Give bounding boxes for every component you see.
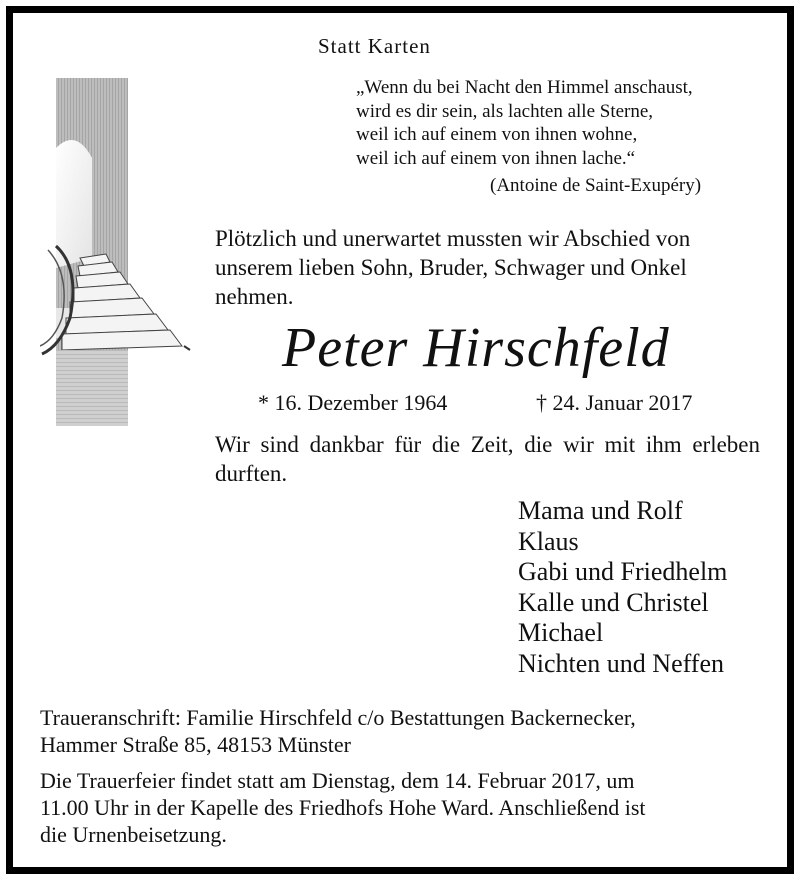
family-member: Kalle und Christel	[518, 587, 709, 617]
quote-line: „Wenn du bei Nacht den Himmel anschaust,	[356, 77, 693, 98]
family-member: Mama und Rolf	[518, 496, 683, 525]
mourning-address	[40, 704, 760, 758]
ceremony-line: Die Trauerfeier findet statt am Dienstag, dem 14. Februar 2017, um	[40, 768, 635, 793]
address-line: Traueranschrift: Familie Hirschfeld c/o Bestattungen Backernecker,	[40, 705, 636, 730]
quote	[356, 76, 776, 170]
family-list	[518, 496, 727, 679]
intro-line: Plötzlich und unerwartet mussten wir Abschied von	[215, 226, 691, 251]
family-member: Michael	[518, 618, 604, 647]
family-member: Klaus	[518, 526, 579, 556]
intro-text	[215, 224, 765, 311]
quote-line: weil ich auf einem von ihnen wohne,	[356, 124, 638, 145]
address-line: Hammer Straße 85, 48153 Münster	[40, 732, 351, 757]
header-title: Statt Karten	[318, 34, 431, 58]
death-date: † 24. Januar 2017	[536, 390, 693, 415]
intro-line: unserem lieben Sohn, Bruder, Schwager und Onkel	[215, 255, 687, 280]
quote-line: weil ich auf einem von ihnen lache.“	[356, 147, 636, 169]
intro-line: nehmen.	[215, 284, 294, 309]
thanks-text: Wir sind dankbar für die Zeit, die wir mit ihm erleben durften.	[215, 432, 760, 486]
deceased-name: Peter Hirschfeld	[282, 317, 670, 379]
family-member: Nichten und Neffen	[518, 648, 725, 678]
birth-date: * 16. Dezember 1964	[258, 390, 448, 415]
ceremony-line: 11.00 Uhr in der Kapelle des Friedhofs Hohe Ward. Anschließend ist	[40, 795, 646, 820]
ceremony-info	[40, 767, 760, 848]
quote-line: wird es dir sein, als lachten alle Sterne,	[356, 100, 654, 122]
quote-author: (Antoine de Saint-Exupéry)	[490, 175, 702, 196]
staircase-illustration	[40, 78, 192, 426]
family-member: Gabi und Friedhelm	[518, 557, 728, 586]
ceremony-line: die Urnenbeisetzung.	[40, 822, 227, 847]
